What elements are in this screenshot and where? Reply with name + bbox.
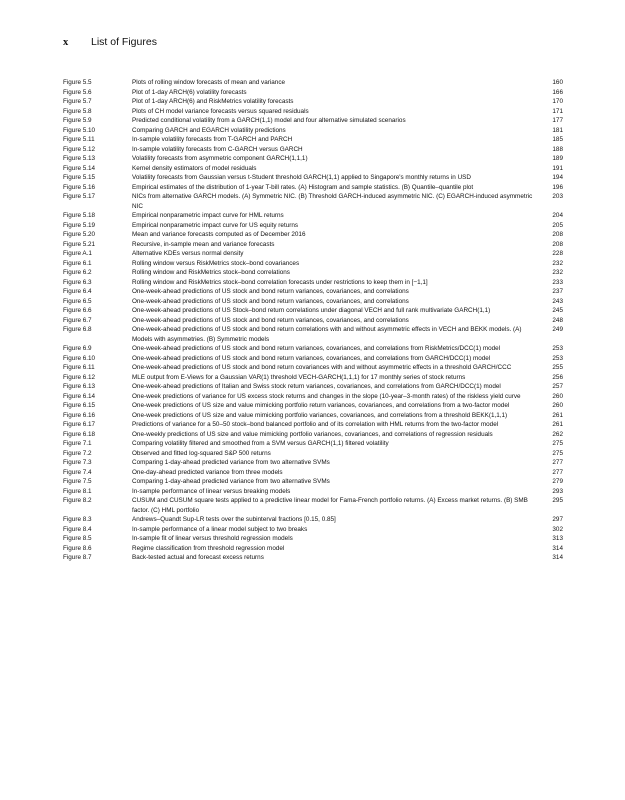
figure-page-number: 196 xyxy=(552,183,563,191)
figure-entry xyxy=(63,487,563,497)
figure-label: Figure 5.15 xyxy=(63,174,96,181)
figure-label: Figure 5.16 xyxy=(63,183,96,191)
figure-entry xyxy=(63,278,563,288)
figure-label: Figure 6.17 xyxy=(63,421,96,428)
figure-caption: Observed and fitted log-squared S&P 500 returns xyxy=(132,449,271,457)
figure-page-number: 313 xyxy=(552,535,563,542)
figure-page-number: 293 xyxy=(552,487,563,495)
figure-page-number: 160 xyxy=(552,79,563,86)
figure-caption: MLE output from E-Views for a Gaussian VAR(1) threshold VECH-GARCH(1,1,1) for 17 monthly series of stock returns xyxy=(132,373,466,381)
figure-entry xyxy=(63,126,563,136)
figure-entry xyxy=(63,401,563,411)
figure-caption: Alternative KDEs versus normal density xyxy=(132,250,244,257)
figure-page-number: 253 xyxy=(552,345,563,352)
figure-page-number: 275 xyxy=(552,440,563,447)
figure-entry xyxy=(63,154,563,164)
figure-label: Figure 6.9 xyxy=(63,345,92,352)
figure-caption: Regime classification from threshold regression model xyxy=(132,544,285,552)
figure-caption: Kernel density estimators of model residuals xyxy=(132,164,257,172)
figure-caption: Predicted conditional volatility from a GARCH(1,1) model and four alternative simulated scenarios xyxy=(132,117,406,124)
figure-page-number: 275 xyxy=(552,449,563,457)
figure-label: Figure A.1 xyxy=(63,250,92,257)
figure-page-number: 279 xyxy=(552,478,563,485)
figure-caption: One-week-ahead predictions of Italian and Swiss stock return variances, covariances, and correlations from GARCH/DCC(1) model xyxy=(132,383,501,390)
figure-entry xyxy=(63,411,563,421)
figure-label: Figure 5.6 xyxy=(63,88,92,96)
figure-entry xyxy=(63,164,563,174)
figure-caption: Empirical nonparametric impact curve for HML returns xyxy=(132,212,284,219)
figure-page-number: 232 xyxy=(552,259,563,267)
figure-entry xyxy=(63,373,563,383)
figure-entry xyxy=(63,392,563,402)
figure-page-number: 249 xyxy=(552,326,563,333)
figure-caption: Comparing 1-day-ahead predicted variance from two alternative SVMs xyxy=(132,478,330,485)
figure-entry xyxy=(63,382,563,392)
figure-entry xyxy=(63,192,563,211)
figure-label: Figure 7.3 xyxy=(63,459,92,466)
figure-label: Figure 5.19 xyxy=(63,221,96,229)
figure-caption: Plot of 1-day ARCH(6) volatility forecasts xyxy=(132,88,247,96)
figure-label: Figure 6.2 xyxy=(63,269,92,276)
figure-page-number: 166 xyxy=(552,88,563,96)
figure-page-number: 177 xyxy=(552,117,563,124)
running-title: List of Figures xyxy=(91,36,157,48)
figure-label: Figure 6.3 xyxy=(63,278,92,286)
figure-caption: One-week-ahead predictions of US stock and bond return variances, covariances, and correlations from RiskMetrics/DCC(1) model xyxy=(132,345,501,352)
figure-label: Figure 5.8 xyxy=(63,107,92,115)
figure-page-number: 237 xyxy=(552,288,563,295)
figure-caption: Volatility forecasts from asymmetric component GARCH(1,1,1) xyxy=(132,155,308,162)
figure-page-number: 277 xyxy=(552,468,563,476)
figure-entry xyxy=(63,420,563,430)
figure-label: Figure 6.4 xyxy=(63,288,92,295)
figure-label: Figure 5.5 xyxy=(63,79,92,86)
figure-caption: One-week-ahead predictions of US stock and bond return variances, covariances, and correlations from GARCH/DCC(1) model xyxy=(132,354,491,362)
running-header xyxy=(63,36,157,48)
figure-caption: One-week-ahead predictions of US stock and bond return variances, covariances, and correlations xyxy=(132,316,409,324)
figure-caption: Rolling window and RiskMetrics stock–bond correlations xyxy=(132,269,290,276)
figure-label: Figure 8.3 xyxy=(63,516,92,523)
figure-caption: Rolling window versus RiskMetrics stock–bond covariances xyxy=(132,259,300,267)
figure-caption: One-weekly predictions of US size and value mimicking portfolio variances, covariances, and correlations of regression residuals xyxy=(132,430,493,438)
figure-label: Figure 6.5 xyxy=(63,297,92,305)
figure-page-number: 232 xyxy=(552,269,563,276)
figure-label: Figure 6.12 xyxy=(63,373,96,381)
figure-page-number: 228 xyxy=(552,250,563,257)
figure-label: Figure 5.7 xyxy=(63,98,92,105)
figure-caption: Volatility forecasts from Gaussian versus t-Student threshold GARCH(1,1) applied to Singapore's monthly returns in USD xyxy=(132,174,471,181)
figure-entry xyxy=(63,249,563,259)
figure-caption: In-sample volatility forecasts from T-GARCH and PARCH xyxy=(132,136,293,143)
figure-page-number: 189 xyxy=(552,155,563,162)
figure-caption: In-sample performance of a linear model subject to two breaks xyxy=(132,525,308,533)
figure-entry xyxy=(63,183,563,193)
figure-entry xyxy=(63,477,563,487)
figure-entry xyxy=(63,316,563,326)
figure-page-number: 204 xyxy=(552,212,563,219)
figure-caption: Plots of CH model variance forecasts versus squared residuals xyxy=(132,107,309,115)
figure-label: Figure 5.18 xyxy=(63,212,96,219)
figure-page-number: 171 xyxy=(552,107,563,115)
figure-page-number: 297 xyxy=(552,516,563,523)
figure-caption: In-sample volatility forecasts from C-GARCH versus GARCH xyxy=(132,145,303,153)
figure-caption: One-week predictions of variance for US excess stock returns and changes in the slope (10-year–3-month rates) of the riskless yield curve xyxy=(132,392,521,400)
figure-page-number: 170 xyxy=(552,98,563,105)
figure-page-number: 245 xyxy=(552,307,563,314)
figure-label: Figure 8.7 xyxy=(63,554,92,561)
figure-caption: Back-tested actual and forecast excess returns xyxy=(132,554,264,561)
figure-caption: One-week predictions of US size and value mimicking portfolio return variances, covariances, and correlations from a two-factor model xyxy=(132,402,510,409)
figure-label: Figure 6.18 xyxy=(63,430,96,438)
figure-entry xyxy=(63,534,563,544)
figure-entry xyxy=(63,525,563,535)
figure-label: Figure 6.1 xyxy=(63,259,92,267)
figure-caption: One-week-ahead predictions of US stock and bond return covariances with and without asymmetric effects in a threshold GARCH/CCC xyxy=(132,364,512,371)
figure-caption: One-week-ahead predictions of US stock and bond return variances, covariances, and correlations xyxy=(132,288,409,295)
figure-label: Figure 6.15 xyxy=(63,402,96,409)
figure-entry xyxy=(63,240,563,250)
figure-entry xyxy=(63,344,563,354)
figure-caption: Rolling window and RiskMetrics stock–bond correlation forecasts under restrictions to keep them in [−1,1] xyxy=(132,278,428,286)
figure-entry xyxy=(63,221,563,231)
figure-label: Figure 6.6 xyxy=(63,307,92,314)
figure-label: Figure 6.8 xyxy=(63,326,92,333)
figure-entry xyxy=(63,449,563,459)
figure-entry xyxy=(63,287,563,297)
figure-entry xyxy=(63,496,563,515)
figure-entry xyxy=(63,259,563,269)
figure-caption: In-sample performance of linear versus breaking models xyxy=(132,487,291,495)
figure-label: Figure 5.13 xyxy=(63,155,96,162)
figure-label: Figure 5.21 xyxy=(63,240,96,248)
figure-label: Figure 5.9 xyxy=(63,117,92,124)
figure-caption: CUSUM and CUSUM square tests applied to a predictive linear model for Fama-French portfolio returns. (A) Excess market returns. (B) SMB factor. (C) HML portfolio xyxy=(132,497,528,514)
figure-page-number: 243 xyxy=(552,297,563,305)
figure-page-number: 205 xyxy=(552,221,563,229)
figure-page-number: 253 xyxy=(552,354,563,362)
page-number: x xyxy=(63,37,69,48)
figure-entry xyxy=(63,107,563,117)
figure-label: Figure 5.17 xyxy=(63,193,96,200)
figure-entry xyxy=(63,544,563,554)
figure-label: Figure 6.14 xyxy=(63,392,96,400)
figure-caption: NICs from alternative GARCH models. (A) Symmetric NIC. (B) Threshold GARCH-induced asymmetric NIC. (C) EGARCH-induced asymmetric NIC xyxy=(132,193,533,210)
figure-label: Figure 5.20 xyxy=(63,231,96,238)
figure-label: Figure 8.5 xyxy=(63,535,92,542)
figure-label: Figure 5.11 xyxy=(63,136,95,143)
figure-page-number: 233 xyxy=(552,278,563,286)
figure-entry xyxy=(63,211,563,221)
figure-entry xyxy=(63,468,563,478)
figure-label: Figure 7.5 xyxy=(63,478,92,485)
figure-label: Figure 6.13 xyxy=(63,383,96,390)
figure-label: Figure 8.2 xyxy=(63,497,92,504)
figure-label: Figure 8.4 xyxy=(63,525,92,533)
figure-label: Figure 6.16 xyxy=(63,411,96,419)
figure-page-number: 314 xyxy=(552,544,563,552)
figure-caption: Andrews–Quandt Sup-LR tests over the subinterval fractions [0.15, 0.85] xyxy=(132,516,336,523)
figure-page-number: 260 xyxy=(552,392,563,400)
figure-page-number: 256 xyxy=(552,373,563,381)
figure-label: Figure 8.1 xyxy=(63,487,92,495)
figure-page-number: 203 xyxy=(552,193,563,200)
figure-page-number: 255 xyxy=(552,364,563,371)
figure-entry xyxy=(63,97,563,107)
figure-page-number: 208 xyxy=(552,240,563,248)
figure-entry xyxy=(63,145,563,155)
figure-entry xyxy=(63,173,563,183)
figure-caption: Plot of 1-day ARCH(6) and RiskMetrics volatility forecasts xyxy=(132,98,294,105)
figure-caption: Comparing GARCH and EGARCH volatility predictions xyxy=(132,126,286,134)
figure-label: Figure 7.4 xyxy=(63,468,92,476)
figure-caption: One-week-ahead predictions of US stock and bond return variances, covariances, and correlations xyxy=(132,297,409,305)
figure-entry xyxy=(63,553,563,563)
figure-page-number: 185 xyxy=(552,136,563,143)
figure-entry xyxy=(63,354,563,364)
figure-page-number: 194 xyxy=(552,174,563,181)
figure-page-number: 257 xyxy=(552,383,563,390)
figure-caption: One-day-ahead predicted variance from three models xyxy=(132,468,283,476)
figure-entry xyxy=(63,363,563,373)
figure-page-number: 188 xyxy=(552,145,563,153)
figure-entry xyxy=(63,458,563,468)
figure-entry xyxy=(63,439,563,449)
figure-entry xyxy=(63,78,563,88)
figure-label: Figure 7.1 xyxy=(63,440,92,447)
figure-page-number: 262 xyxy=(552,430,563,438)
figure-page-number: 191 xyxy=(552,164,563,172)
figure-page-number: 181 xyxy=(552,126,563,134)
figure-caption: Recursive, in-sample mean and variance forecasts xyxy=(132,240,275,248)
figure-entry xyxy=(63,135,563,145)
figure-entry xyxy=(63,116,563,126)
figure-page-number: 295 xyxy=(552,497,563,504)
figure-caption: Empirical estimates of the distribution of 1-year T-bill rates. (A) Histogram and sample statistics. (B) Quantile–quantile plot xyxy=(132,183,474,191)
figure-entry xyxy=(63,297,563,307)
figure-label: Figure 6.10 xyxy=(63,354,96,362)
figure-page-number: 260 xyxy=(552,402,563,409)
figure-page-number: 261 xyxy=(552,421,563,428)
figure-entry xyxy=(63,88,563,98)
figure-caption: One-week-ahead predictions of US Stock–bond return correlations under diagonal VECH and full rank multivariate GARCH(1,1) xyxy=(132,307,491,314)
figure-caption: In-sample fit of linear versus threshold regression models xyxy=(132,535,293,542)
figure-entry xyxy=(63,306,563,316)
figure-caption: Plots of rolling window forecasts of mean and variance xyxy=(132,79,286,86)
figure-page-number: 277 xyxy=(552,459,563,466)
figure-label: Figure 6.7 xyxy=(63,316,92,324)
figure-entry xyxy=(63,430,563,440)
figure-entry xyxy=(63,515,563,525)
figure-label: Figure 5.12 xyxy=(63,145,96,153)
figure-caption: One-week predictions of US size and value mimicking portfolio variances, covariances, and correlations from a threshold BEKK(1,1,1) xyxy=(132,411,508,419)
figure-caption: One-week-ahead predictions of US stock and bond return correlations with and without asymmetric effects in VECH and BEKK models. (A) Models with asymmetries. (B) Symmetric models xyxy=(132,326,522,343)
figure-page-number: 314 xyxy=(552,554,563,561)
figure-caption: Comparing volatility filtered and smoothed from a SVM versus GARCH(1,1) filtered volatility xyxy=(132,440,389,447)
figure-entry xyxy=(63,230,563,240)
figure-caption: Mean and variance forecasts computed as of December 2016 xyxy=(132,231,306,238)
figure-caption: Comparing 1-day-ahead predicted variance from two alternative SVMs xyxy=(132,459,330,466)
figure-caption: Empirical nonparametric impact curve for US equity returns xyxy=(132,221,299,229)
figure-page-number: 261 xyxy=(552,411,563,419)
figure-page-number: 248 xyxy=(552,316,563,324)
figure-label: Figure 5.10 xyxy=(63,126,96,134)
figure-entry xyxy=(63,325,563,344)
figure-label: Figure 8.6 xyxy=(63,544,92,552)
figure-entry xyxy=(63,268,563,278)
figure-list xyxy=(63,78,563,563)
figure-caption: Predictions of variance for a 50–50 stock–bond balanced portfolio and of its correlation with HML returns from the two-factor model xyxy=(132,421,499,428)
figure-label: Figure 7.2 xyxy=(63,449,92,457)
figure-page-number: 302 xyxy=(552,525,563,533)
figure-label: Figure 6.11 xyxy=(63,364,95,371)
figure-page-number: 208 xyxy=(552,231,563,238)
figure-label: Figure 5.14 xyxy=(63,164,96,172)
